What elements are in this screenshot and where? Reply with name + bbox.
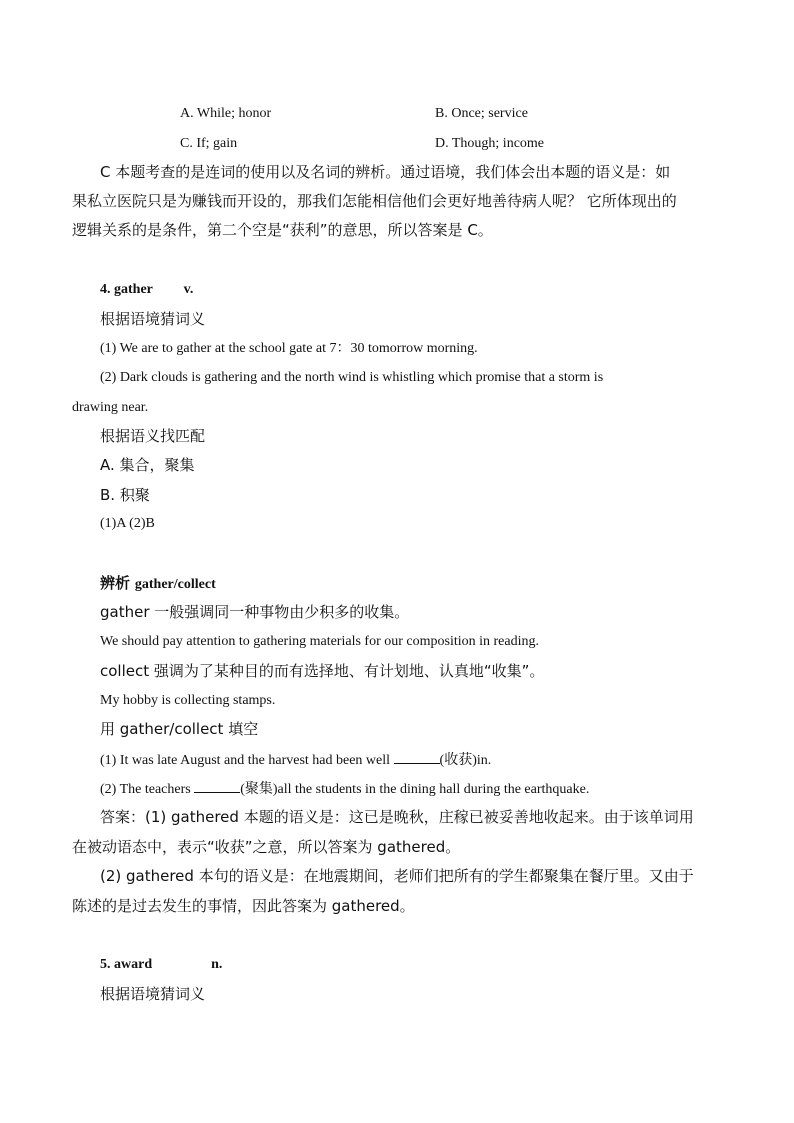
q3-explanation-line3: 逻辑关系的是条件，第二个空是“获利”的意思，所以答案是 C。	[72, 221, 493, 239]
word4-heading-word: 4. gather	[100, 282, 153, 297]
fill-question-1	[100, 749, 491, 771]
word5-heading-pos: n.	[211, 957, 223, 972]
q3-explanation-line2: 果私立医院只是为赚钱而开设的，那我们怎能相信他们会更好地善待病人呢？ 它所体现出的	[72, 192, 677, 210]
answer-1-line1: 答案：(1) gathered 本题的语义是：这已是晚秋，庄稼已被妥善地收起来。由于该单词用	[100, 808, 694, 826]
collect-example: My hobby is collecting stamps.	[100, 693, 276, 708]
answer-1-line2: 在被动语态中，表示“收获”之意，所以答案为 gathered。	[72, 838, 461, 856]
option-a: A. While; honor	[180, 106, 272, 121]
fill-question-2	[100, 778, 589, 800]
gather-example: We should pay attention to gathering materials for our composition in reading.	[100, 634, 539, 649]
word4-match-title: 根据语义找匹配	[100, 427, 206, 445]
option-b: B. Once; service	[435, 106, 528, 121]
discern-title	[100, 573, 216, 595]
gather-definition: gather 一般强调同一种事物由少积多的收集。	[100, 603, 410, 621]
word4-example-1: (1) We are to gather at the school gate at 7：30 tomorrow morning.	[100, 341, 478, 356]
word4-meaning-a: A. 集合，聚集	[100, 456, 195, 474]
word5-heading	[100, 955, 222, 975]
collect-definition: collect 强调为了某种目的而有选择地、有计划地、认真地“收集”。	[100, 662, 545, 680]
word4-example-2b: drawing near.	[72, 400, 149, 415]
fill-blank-1[interactable]	[394, 749, 440, 764]
fill-question-2-pre: (2) The teachers	[100, 782, 195, 797]
fill-question-1-post: (收获)in.	[439, 753, 492, 768]
word4-heading-pos: v.	[183, 282, 194, 297]
word4-meaning-b: B. 积聚	[100, 486, 150, 504]
answer-2-line2: 陈述的是过去发生的事情，因此答案为 gathered。	[72, 897, 415, 915]
answer-2-line1: (2) gathered 本句的语义是：在地震期间，老师们把所有的学生都聚集在餐厅里。又由于	[100, 867, 694, 885]
discern-title-en: gather/collect	[134, 577, 216, 592]
word4-answer: (1)A (2)B	[100, 516, 155, 531]
option-d: D. Though; income	[435, 136, 545, 151]
word5-guess-title: 根据语境猜词义	[100, 985, 206, 1003]
discern-title-cn: 辨析	[100, 574, 131, 592]
option-c: C. If; gain	[180, 136, 238, 151]
word4-heading	[100, 280, 193, 300]
fill-question-1-pre: (1) It was late August and the harvest had been well	[100, 753, 394, 768]
q3-explanation-line1: C 本题考查的是连词的使用以及名词的辨析。通过语境，我们体会出本题的语义是：如	[100, 163, 671, 181]
fill-title: 用 gather/collect 填空	[100, 720, 259, 738]
fill-question-2-post: (聚集)all the students in the dining hall during the earthquake.	[240, 782, 590, 797]
word5-heading-word: 5. award	[100, 957, 153, 972]
word4-example-2a: (2) Dark clouds is gathering and the north wind is whistling which promise that a storm is	[100, 370, 604, 385]
fill-blank-2[interactable]	[194, 778, 240, 793]
word4-guess-title: 根据语境猜词义	[100, 310, 206, 328]
